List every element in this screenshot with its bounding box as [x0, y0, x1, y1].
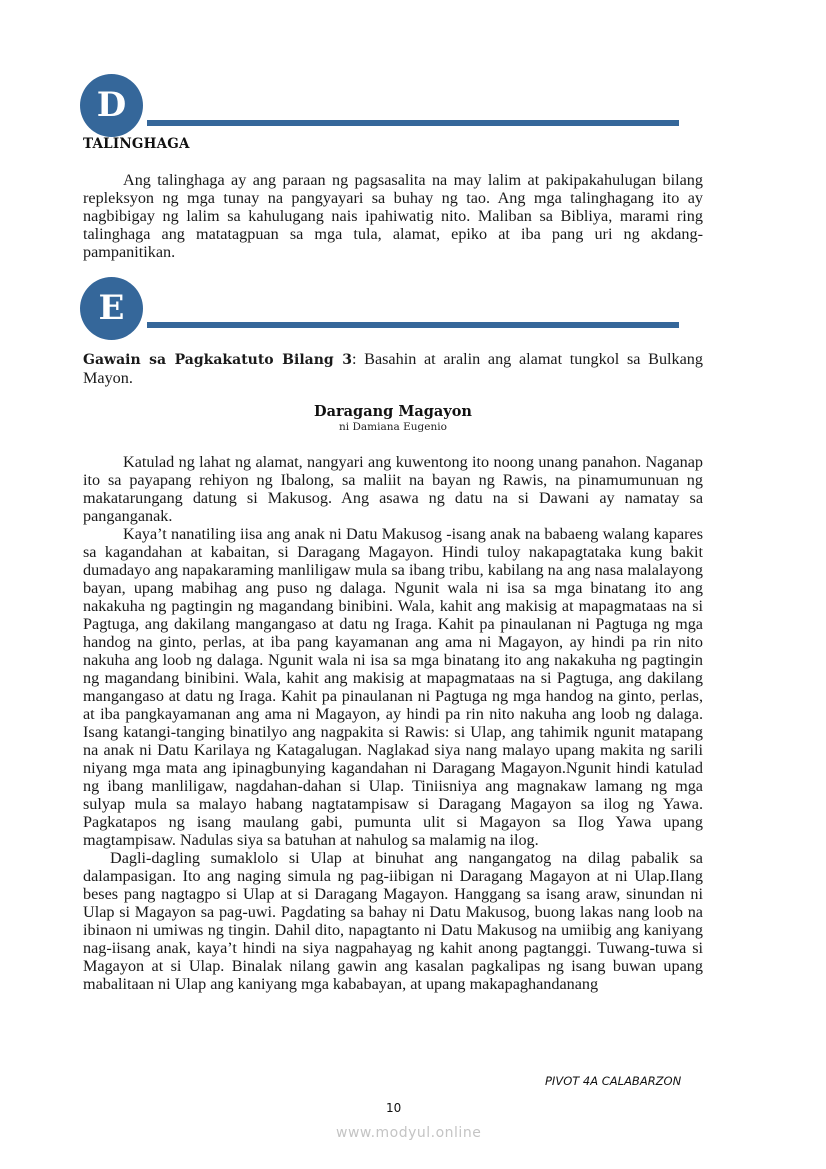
section-e-badge [80, 277, 143, 340]
section-e-letter: E [98, 288, 125, 328]
section-d-letter: D [96, 85, 127, 125]
activity-text: : Basahin at aralin ang alamat tungkol sa Bulkang Mayon. [83, 350, 703, 387]
story-author: ni Damiana Eugenio [339, 421, 447, 433]
talinghaga-paragraph: Ang talinghaga ay ang paraan ng pagsasalita na may lalim at pakipakahulugan bilang repleksyon ng mga tunay na pangyayari sa buhay ng tao. Ang mga talinghagang ito ay nagbibigay ng lalim sa kahulugang nais ipahiwatig nito. Maliban sa Bibliya, marami ring talinghaga ang matatagpuan sa mga tula, alamat, epiko at iba pang uri ng akdang-pampanitikan. [83, 171, 703, 261]
story-paragraph-1: Katulad ng lahat ng alamat, nangyari ang kuwentong ito noong unang panahon. Naganap ito sa payapang rehiyon ng Ibalong, sa maliit na bayan ng Rawis, na pinamumunuan ng makatarungang datung si Makusog. Ang asawa ng datu na si Dawani ay namatay sa panganganak. [83, 453, 703, 525]
section-d-divider [147, 120, 679, 126]
activity-instruction [83, 350, 703, 387]
section-e-divider [147, 322, 679, 328]
section-d-body [83, 171, 703, 261]
story-title: Daragang Magayon [314, 403, 472, 420]
activity-label: Gawain sa Pagkakatuto Bilang 3 [83, 352, 352, 368]
watermark-link[interactable]: www.modyul.online [336, 1125, 482, 1141]
section-d-badge [80, 74, 143, 137]
story-body [83, 453, 703, 993]
page-number: 10 [386, 1101, 402, 1115]
section-d-title: TALINGHAGA [83, 136, 190, 152]
story-paragraph-3: Dagli-dagling sumaklolo si Ulap at binuhat ang nangangatog na dilag pabalik sa dalampasigan. Ito ang naging simula ng pag-iibigan ni Daragang Magayon at ni Ulap.Ilang beses pang nagtagpo si Ulap at si Daragang Magayon. Hanggang sa isang araw, sinundan ni Ulap si Magayon sa pag-uwi. Pagdating sa bahay ni Datu Makusog, buong lakas nang loob na ibinaon ni umiwas ng tingin. Dahil dito, napagtanto ni Datu Makusog na umiibig ang kaniyang nag-iisang anak, kaya’t hindi na siya nagpahayag ng kahit anong pagtanggi. Tuwang-tuwa si Magayon at si Ulap. Binalak nilang gawin ang kasalan pagkalipas ng isang buwan upang mabalitaan ni Ulap ang kaniyang mga kababayan, at upang makapaghandanang [83, 849, 703, 993]
footer-region: PIVOT 4A CALABARZON [545, 1074, 682, 1088]
story-paragraph-2: Kaya’t nanatiling iisa ang anak ni Datu Makusog -isang anak na babaeng walang kapares sa kagandahan at kabaitan, si Daragang Magayon. Hindi tuloy nakapagtataka kung bakit dumadayo ang napakaraming manliligaw mula sa ibang tribu, kabilang na ang nasa malalayong bayan, upang mabihag ang puso ng dalaga. Ngunit wala ni isa sa mga binatang ito ang nakakuha ng pagtingin ng magandang binibini. Wala, kahit ang makisig at mapagmataas na si Pagtuga, ang dakilang mangangaso at datu ng Iraga. Kahit pa pinaulanan ni Pagtuga ng mga handog na ginto, perlas, at iba pang kayamanan ang ama ni Magayon, ay hindi pa rin nito nakuha ang loob ng dalaga. Ngunit wala ni isa sa mga binatang ito ang nakakuha ng pagtingin ng magandang binibini. Wala, kahit ang makisig at mapagmataas na si Pagtuga, ang dakilang mangangaso at datu ng Iraga. Kahit pa pinaulanan ni Pagtuga ng mga handog na ginto, perlas, at iba pangkayamanan ang ama ni Magayon, ay hindi pa rin nito nakuha ang loob ng dalaga. Isang katangi-tanging binatilyo ang nagpakita si Rawis: si Ulap, ang tahimik ngunit matapang na anak ni Datu Karilaya ng Katagalugan. Naglakad siya nang malayo upang makita ng sarili niyang mga mata ang ipinagbunying kagandahan ni Daragang Magayon.Ngunit hindi katulad ng ibang manliligaw, nagdahan-dahan si Ulap. Tiniisniya ang magnakaw lamang ng mga sulyap mula sa malayo habang nagtatampisaw si Daragang Magayon sa ilog ng Yawa. Pagkatapos ng isang maulang gabi, pumunta ulit si Magayon sa Ilog Yawa upang magtampisaw. Nadulas siya sa batuhan at nahulog sa malamig na ilog. [83, 525, 703, 849]
